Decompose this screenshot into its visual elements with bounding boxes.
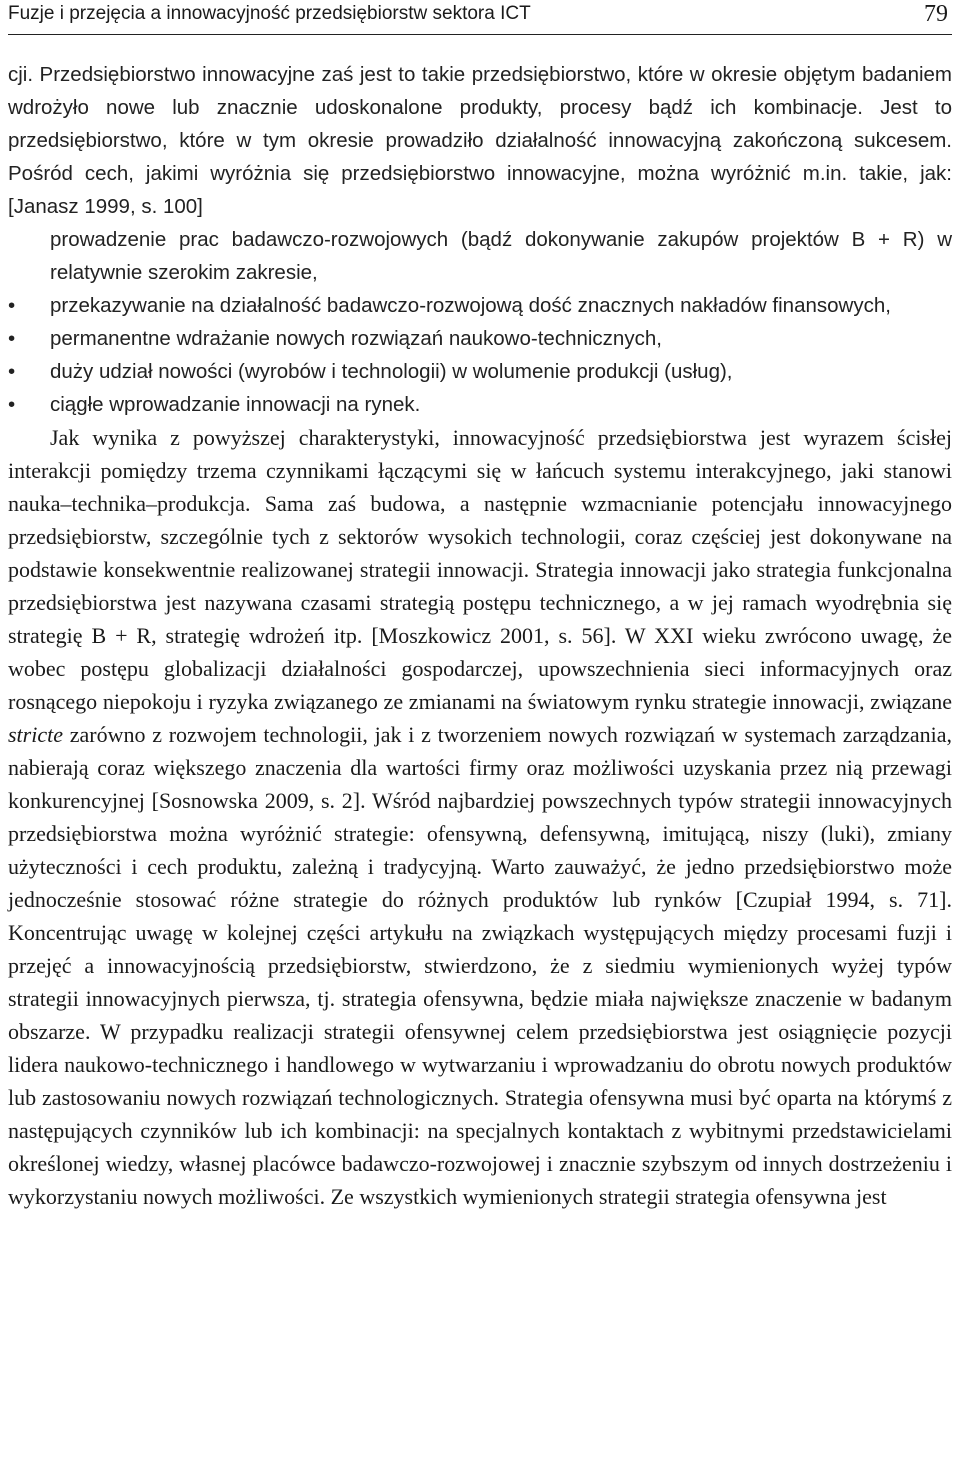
list-lead-item: prowadzenie prac badawczo-rozwojowych (bądź dokonywanie zakupów projektów B + R) w relatywnie szerokim zakresie, [50, 228, 952, 284]
page-header [8, 0, 952, 35]
italic-term: stricte [8, 722, 63, 747]
bullet-icon: • [8, 393, 16, 416]
body-paragraph [8, 421, 952, 1213]
bullet-icon: • [8, 360, 16, 383]
bullet-item [8, 322, 952, 355]
bullet-item [8, 388, 952, 421]
bullet-item [8, 289, 952, 322]
body-text-part1: Jak wynika z powyższej charakterystyki, innowacyjność przedsiębiorstwa jest wyrazem ścisłej interakcji pomiędzy trzema czynnikami łączącymi się w łańcuch systemu interakcyjnego, jaki stanowi nauka–technika–produkcja. Sama zaś budowa, a następnie wzmacnianie potencjału innowacyjnego przedsiębiorstw, szczególnie tych z sektorów wysokich technologii, coraz częściej jest dokonywane na podstawie konsekwentnie realizowanej strategii innowacji. Strategia innowacji jako strategia funkcjonalna przedsiębiorstwa jest nazywana czasami strategią postępu technicznego, a w jej ramach wyodrębnia się strategię B + R, strategię wdrożeń itp. [Moszkowicz 2001, s. 56]. W XXI wieku zwrócono uwagę, że wobec postępu globalizacji działalności gospodarczej, upowszechnienia sieci informacyjnych oraz rosnącego niepokoju i ryzyka związanego ze zmianami na światowym rynku strategie innowacji, związane [8, 425, 952, 714]
bullet-text: permanentne wdrażanie nowych rozwiązań naukowo-technicznych, [50, 327, 662, 350]
body-text-part2: zarówno z rozwojem technologii, jak i z tworzeniem nowych rozwiązań w systemach zarządzania, nabierają coraz większego znaczenia dla wartości firmy oraz możliwości uzyskania przez nią przewagi konkurencyjnej [Sosnowska 2009, s. 2]. Wśród najbardziej powszechnych typów strategii innowacyjnych przedsiębiorstwa można wyróżnić strategie: ofensywną, defensywną, imitującą, niszy (luki), zmiany użyteczności i cech produktu, zależną i tradycyjną. Warto zauważyć, że jedno przedsiębiorstwo może jednocześnie stosować różne strategie do różnych produktów lub rynków [Czupiał 1994, s. 71]. Koncentrując uwagę w kolejnej części artykułu na związkach występujących między procesami fuzji i przejęć a innowacyjnością przedsiębiorstw, stwierdzono, że z siedmiu wymienionych wyżej typów strategii innowacyjnych pierwsza, tj. strategia ofensywna, będzie miała największe znaczenie w badanym obszarze. W przypadku realizacji strategii ofensywnej celem przedsiębiorstwa jest osiągnięcie pozycji lidera naukowo-technicznego i handlowego w wytwarzaniu i wprowadzaniu do obrotu nowych produktów lub zastosowaniu nowych rozwiązań technologicznych. Strategia ofensywna musi być oparta na którymś z następujących czynników lub ich kombinacji: na specjalnych kontaktach z wybitnymi przedstawicielami określonej wiedzy, własnej placówce badawczo-rozwojowej i znacznie szybszym od innych dostrzeżeniu i wykorzystaniu nowych możliwości. Ze wszystkich wymienionych strategii strategia ofensywna jest [8, 722, 952, 1209]
intro-paragraph: cji. Przedsiębiorstwo innowacyjne zaś jest to takie przedsiębiorstwo, które w okresie objętym badaniem wdrożyło nowe lub znacznie udoskonalone produkty, procesy bądź ich kombinacje. Jest to przedsiębiorstwo, które w tym okresie prowadziło działalność innowacyjną zakończoną sukcesem. Pośród cech, jakimi wyróżnia się przedsiębiorstwo innowacyjne, można wyróżnić m.in. takie, jak: [Janasz 1999, s. 100] [8, 63, 952, 218]
bullet-item [8, 355, 952, 388]
running-title: Fuzje i przejęcia a innowacyjność przedsiębiorstw sektora ICT [8, 3, 531, 24]
bullet-text: przekazywanie na działalność badawczo-rozwojową dość znacznych nakładów finansowych, [50, 294, 891, 317]
bullet-icon: • [8, 327, 16, 350]
page-number: 79 [924, 1, 948, 27]
bullet-text: ciągłe wprowadzanie innowacji na rynek. [50, 393, 421, 416]
bullet-icon: • [8, 294, 16, 317]
page-content [8, 58, 952, 1213]
bullet-text: duży udział nowości (wyrobów i technologii) w wolumenie produkcji (usług), [50, 360, 733, 383]
